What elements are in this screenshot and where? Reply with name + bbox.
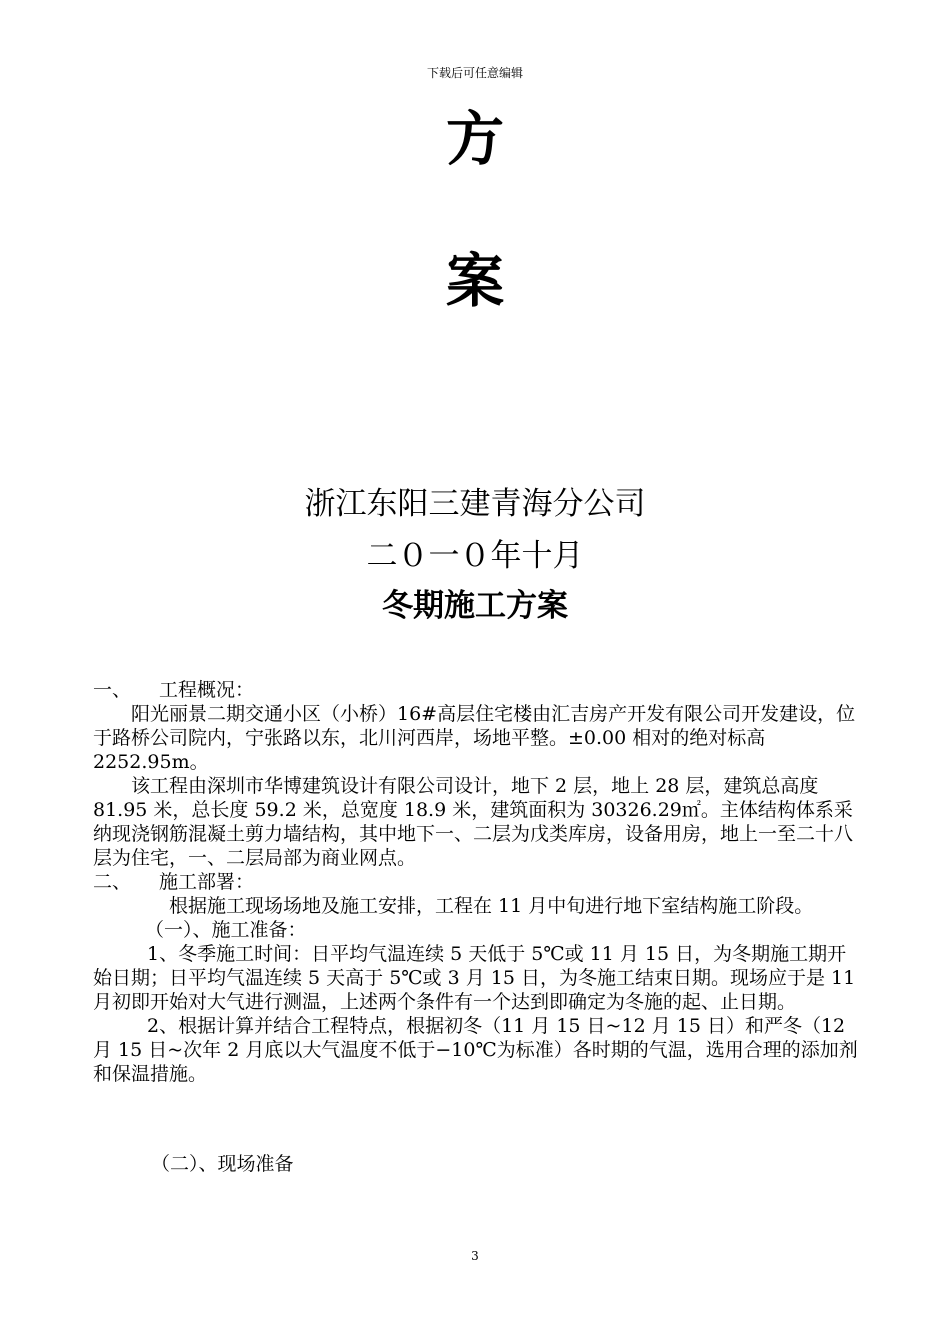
section-1-heading: [93, 678, 863, 702]
paragraph-gap: [93, 1086, 863, 1152]
section-1-paragraph-1: 阳光丽景二期交通小区（小桥）16#高层住宅楼由汇吉房产开发有限公司开发建设，位于路桥公司院内，宁张路以东，北川河西岸，场地平整。±0.00 相对的绝对标高 2252.95m。: [93, 703, 856, 773]
cover-char-an: 案: [445, 247, 504, 315]
subsection-2-heading: （二）、现场准备: [151, 1153, 294, 1175]
section-2-number: 二、: [93, 871, 132, 893]
page-number: 3: [471, 1249, 479, 1263]
cover-char-fang: 方: [445, 105, 504, 173]
subsection-1-heading: （一）、施工准备：: [145, 919, 307, 941]
section-2-heading: [93, 870, 863, 894]
section-1-paragraph-2: 该工程由深圳市华博建筑设计有限公司设计，地下 2 层，地上 28 层，建筑总高度 81.95 米，总长度 59.2 米，总宽度 18.9 米，建筑面积为 30326.29㎡。主体结构体系采纳现浇钢筋混凝土剪力墙结构，其中地下一、二层为戊类库房，设备用房，地上一至二十八层为住宅，一、二层局部为商业网点。: [93, 775, 854, 869]
section-1-title: 工程概况：: [159, 679, 255, 701]
document-body: [93, 678, 863, 1176]
item-1-paragraph: 1、冬季施工时间：日平均气温连续 5 天低于 5℃或 11 月 15 日，为冬期施工期开始日期；日平均气温连续 5 天高于 5℃或 3 月 15 日，为冬施工结束日期。现场应于是 11 月初即开始对大气进行测温，上述两个条件有一个达到即确定为冬施的起、止日期。: [93, 943, 856, 1013]
document-title: 冬期施工方案: [382, 588, 568, 624]
section-1-number: 一、: [93, 679, 132, 701]
company-name: 浙江东阳三建青海分公司: [304, 486, 646, 522]
item-2-paragraph: 2、根据计算并结合工程特点，根据初冬（11 月 15 日~12 月 15 日）和严冬（12 月 15 日~次年 2 月底以大气温度不低于−10℃为标准）各时期的气温，选用合理的添加剂和保温措施。: [93, 1015, 858, 1085]
section-2-title: 施工部署：: [159, 871, 255, 893]
section-2-paragraph-1: 根据施工现场场地及施工安排，工程在 11 月中旬进行地下室结构施工阶段。: [169, 895, 814, 917]
document-date: 二０一０年十月: [366, 538, 584, 574]
header-note: 下载后可任意编辑: [426, 66, 523, 80]
